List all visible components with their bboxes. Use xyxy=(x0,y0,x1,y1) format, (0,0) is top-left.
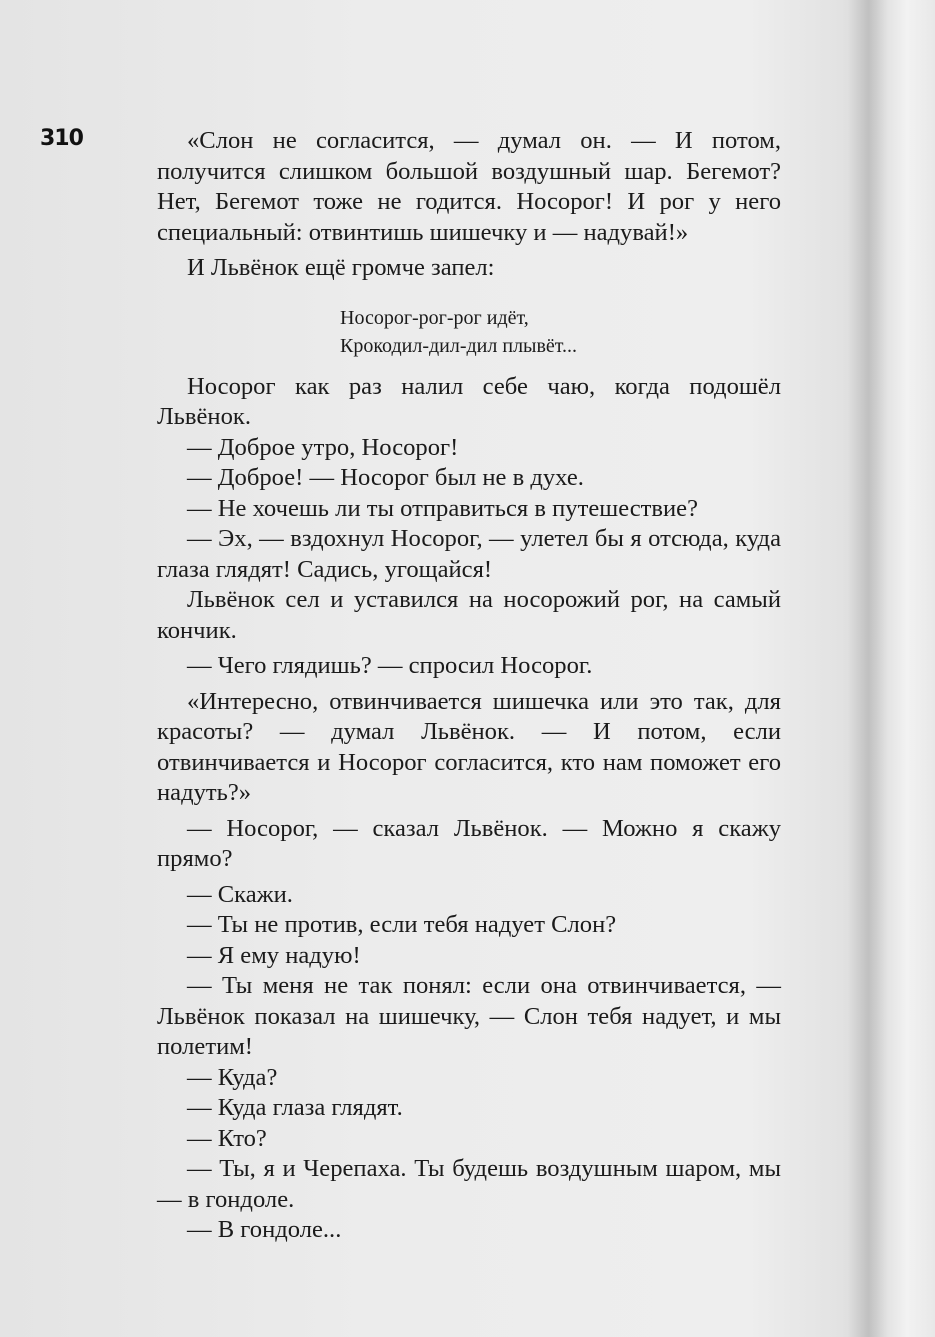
paragraph: «Интересно, отвинчивается шишечка или это так, для красоты? — думал Львёнок. — И потом, если отвинчивается и Носорог согласится, кто нам поможет его надуть?» xyxy=(157,687,781,806)
paragraph: И Львёнок ещё громче запел: xyxy=(187,254,495,281)
dialogue-line: — Скажи. xyxy=(187,880,293,908)
dialogue-line: — Куда? xyxy=(187,1063,278,1091)
dialogue-line: — Ты меня не так понял: если она отвинчивается, — Львёнок показал на шишечку, — Слон тебя надует, и мы полетим! xyxy=(157,972,781,1060)
paragraph: Носорог как раз налил себе чаю, когда подошёл Львёнок. xyxy=(157,372,781,430)
main-text xyxy=(157,126,781,1246)
paragraph: «Слон не согласится, — думал он. — И потом, получится слишком большой воздушный шар. Бегемот? Нет, Бегемот тоже не годится. Носорог! И рог у него специальный: отвинтишь шишечку и — надувай!» xyxy=(157,127,781,246)
dialogue-line: — Ты, я и Черепаха. Ты будешь воздушным шаром, мы — в гондоле. xyxy=(157,1155,781,1213)
dialogue-line: — Носорог, — сказал Львёнок. — Можно я скажу прямо? xyxy=(157,814,781,872)
dialogue-line: — В гондоле... xyxy=(187,1216,342,1243)
dialogue-line: — Чего глядишь? — спросил Носорог. xyxy=(187,652,593,679)
song-verse xyxy=(340,304,781,360)
dialogue-line: — Ты не против, если тебя надует Слон? xyxy=(187,911,617,938)
verse-line: Крокодил-дил-дил плывёт... xyxy=(340,334,578,357)
dialogue-line: — Эх, — вздохнул Носорог, — улетел бы я отсюда, куда глаза глядят! Садись, угощайся! xyxy=(157,525,781,583)
dialogue-line: — Я ему надую! xyxy=(187,941,361,969)
dialogue-line: — Кто? xyxy=(187,1124,267,1152)
dialogue-line: — Доброе! — Носорог был не в духе. xyxy=(187,464,584,491)
dialogue-line: — Доброе утро, Носорог! xyxy=(187,433,459,461)
verse-line: Носорог-рог-рог идёт, xyxy=(340,306,529,329)
paragraph: Львёнок сел и уставился на носорожий рог, на самый кончик. xyxy=(157,586,781,644)
page-number: 310 xyxy=(40,126,83,151)
dialogue-line: — Не хочешь ли ты отправиться в путешествие? xyxy=(187,494,699,522)
book-spine-shadow xyxy=(848,0,888,1337)
dialogue-line: — Куда глаза глядят. xyxy=(187,1094,403,1121)
